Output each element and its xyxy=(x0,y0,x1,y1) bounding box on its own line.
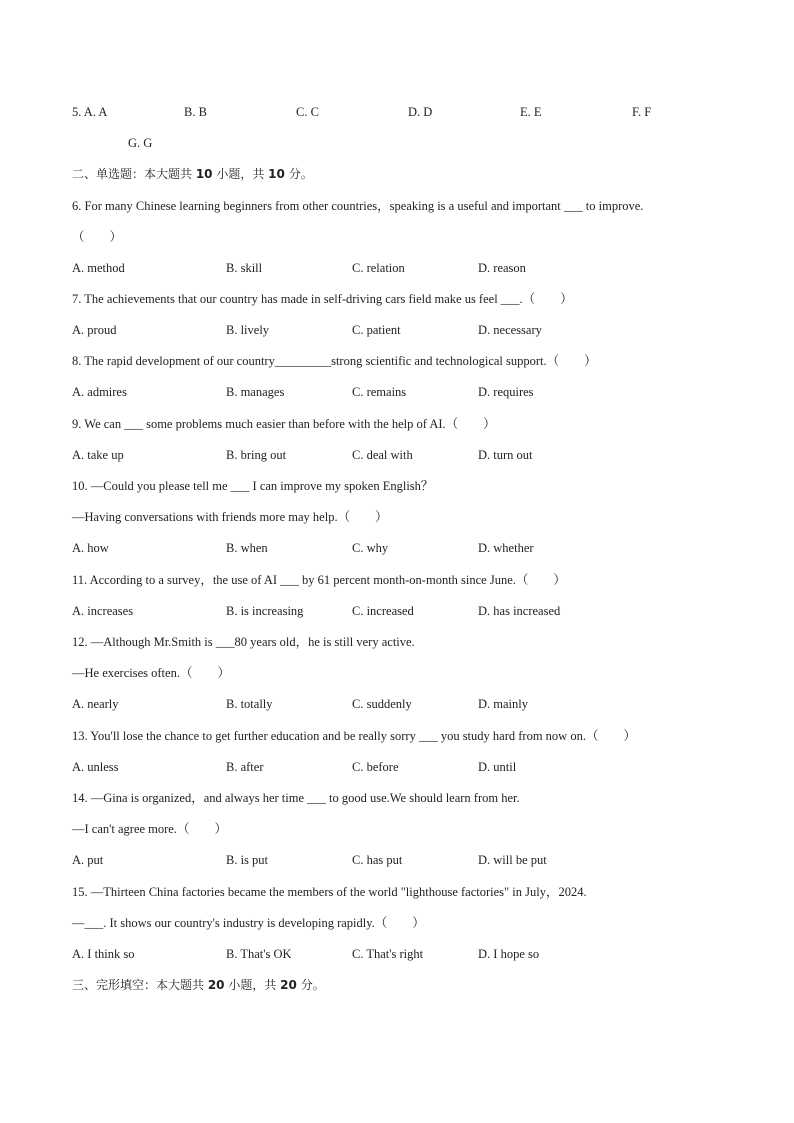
question-options xyxy=(72,603,732,619)
option-b: B. when xyxy=(226,541,268,555)
option-d: D. until xyxy=(478,760,517,774)
option-b: B. lively xyxy=(226,323,270,337)
option-a: A. nearly xyxy=(72,697,119,711)
option-c: C. remains xyxy=(352,385,407,399)
section-heading-text: 三、完形填空：本大题共 xyxy=(72,978,208,992)
q5-option-g: G. G xyxy=(128,136,153,150)
question-stem: 8. The rapid development of our country_________strong scientific and technological support.（ ） xyxy=(72,354,597,368)
option-b: B. is increasing xyxy=(226,604,304,618)
question-stem: 14. —Gina is organized，and always her time ___ to good use.We should learn from her. xyxy=(72,791,520,805)
option-b: B. after xyxy=(226,760,264,774)
q5-options-row xyxy=(72,104,732,120)
q5-option-d: D. D xyxy=(408,105,433,119)
question-stem: 15. —Thirteen China factories became the members of the world "lighthouse factories" in July，2024. xyxy=(72,885,587,899)
option-d: D. requires xyxy=(478,385,534,399)
question-dialogue-line: —___. It shows our country's industry is developing rapidly.（ ） xyxy=(72,916,425,930)
option-d: D. necessary xyxy=(478,323,542,337)
option-c: C. patient xyxy=(352,323,401,337)
total-score: 10 xyxy=(268,167,285,181)
question-count: 10 xyxy=(195,167,213,181)
option-d: D. mainly xyxy=(478,697,528,711)
option-a: A. increases xyxy=(72,604,134,618)
option-a: A. proud xyxy=(72,323,117,337)
question-options xyxy=(72,384,732,400)
option-a: A. admires xyxy=(72,385,127,399)
question-stem: 11. According to a survey，the use of AI ___ by 61 percent month-on-month since June.（ ） xyxy=(72,573,566,587)
option-b: B. manages xyxy=(226,385,285,399)
question-stem: 9. We can ___ some problems much easier than before with the help of AI.（ ） xyxy=(72,417,496,431)
question-options xyxy=(72,540,732,556)
section-heading-single-choice xyxy=(72,166,313,182)
section-heading-text: 分。 xyxy=(296,978,325,992)
question-stem: 7. The achievements that our country has made in self-driving cars field make us feel ___.（ ） xyxy=(72,292,573,306)
question-options xyxy=(72,260,732,276)
option-d: D. turn out xyxy=(478,448,533,462)
question-options xyxy=(72,759,732,775)
question-dialogue-line: —I can't agree more.（ ） xyxy=(72,822,227,836)
option-c: C. suddenly xyxy=(352,697,412,711)
option-c: C. has put xyxy=(352,853,403,867)
q5-option-c: C. C xyxy=(296,105,319,119)
q5-option-e: E. E xyxy=(520,105,542,119)
total-score: 20 xyxy=(280,978,297,992)
option-b: B. is put xyxy=(226,853,269,867)
section-heading-cloze xyxy=(72,977,325,993)
option-b: B. bring out xyxy=(226,448,287,462)
option-d: D. will be put xyxy=(478,853,547,867)
option-a: A. method xyxy=(72,261,125,275)
section-heading-text: 二、单选题：本大题共 xyxy=(72,167,196,181)
section-heading-text: 分。 xyxy=(284,167,313,181)
option-a: A. unless xyxy=(72,760,119,774)
option-d: D. whether xyxy=(478,541,534,555)
option-b: B. That's OK xyxy=(226,947,292,961)
option-a: A. put xyxy=(72,853,104,867)
answer-bracket: （ ） xyxy=(72,230,123,244)
option-c: C. before xyxy=(352,760,399,774)
option-d: D. has increased xyxy=(478,604,561,618)
option-a: A. take up xyxy=(72,448,124,462)
question-options xyxy=(72,322,732,338)
question-options xyxy=(72,852,732,868)
section-heading-text: 小题，共 xyxy=(212,167,269,181)
question-options xyxy=(72,946,732,962)
option-d: D. reason xyxy=(478,261,526,275)
option-a: A. I think so xyxy=(72,947,135,961)
option-a: A. how xyxy=(72,541,109,555)
option-b: B. totally xyxy=(226,697,273,711)
option-b: B. skill xyxy=(226,261,263,275)
question-options xyxy=(72,696,732,712)
option-c: C. why xyxy=(352,541,389,555)
section-heading-text: 小题，共 xyxy=(224,978,281,992)
question-stem: 10. —Could you please tell me ___ I can improve my spoken English？ xyxy=(72,479,434,493)
option-c: C. relation xyxy=(352,261,405,275)
question-stem: 12. —Although Mr.Smith is ___80 years old，he is still very active. xyxy=(72,635,415,649)
q5-option-b: B. B xyxy=(184,105,207,119)
option-c: C. increased xyxy=(352,604,414,618)
q5-option-a: 5. A. A xyxy=(72,105,108,119)
question-stem: 13. You'll lose the chance to get further education and be really sorry ___ you study hard from now on.（ ） xyxy=(72,729,636,743)
option-c: C. deal with xyxy=(352,448,413,462)
question-options xyxy=(72,447,732,463)
question-count: 20 xyxy=(207,978,225,992)
option-d: D. I hope so xyxy=(478,947,540,961)
q5-option-f: F. F xyxy=(632,105,652,119)
question-stem: 6. For many Chinese learning beginners from other countries，speaking is a useful and important ___ to improve. xyxy=(72,199,644,213)
option-c: C. That's right xyxy=(352,947,424,961)
question-dialogue-line: —He exercises often.（ ） xyxy=(72,666,230,680)
question-dialogue-line: —Having conversations with friends more may help.（ ） xyxy=(72,510,388,524)
